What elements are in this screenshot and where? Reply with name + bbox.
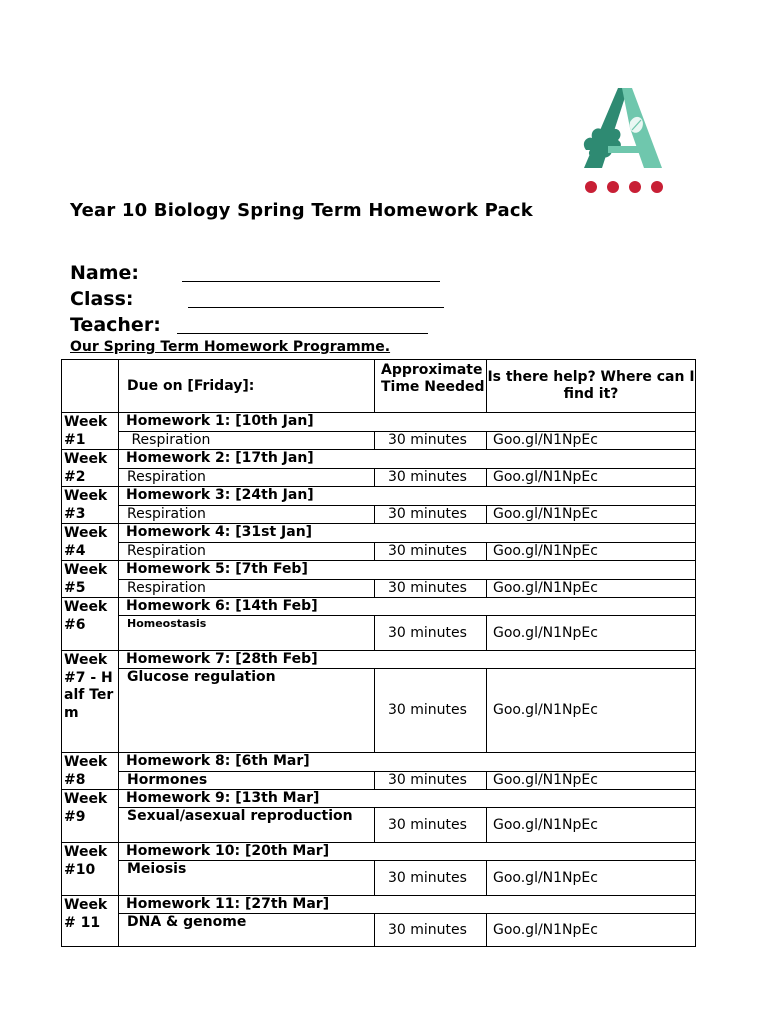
homework-title: Homework 11: [27th Mar] bbox=[119, 896, 696, 914]
homework-title: Homework 8: [6th Mar] bbox=[119, 753, 696, 772]
logo-dot bbox=[585, 181, 597, 193]
homework-title: Homework 3: [24th Jan] bbox=[119, 487, 696, 506]
school-logo bbox=[578, 84, 670, 200]
time-cell: 30 minutes bbox=[375, 914, 487, 947]
table-row bbox=[62, 542, 696, 561]
table-row bbox=[62, 468, 696, 487]
help-link[interactable]: Goo.gl/N1NpEc bbox=[487, 861, 696, 896]
approx-time-header: Approximate Time Needed bbox=[375, 360, 487, 413]
homework-title: Homework 10: [20th Mar] bbox=[119, 843, 696, 861]
table-row bbox=[62, 808, 696, 843]
homework-title: Homework 4: [31st Jan] bbox=[119, 524, 696, 543]
name-label: Name: bbox=[70, 262, 140, 284]
table-row bbox=[62, 431, 696, 450]
name-field bbox=[70, 261, 139, 285]
time-cell: 30 minutes bbox=[375, 468, 487, 487]
help-link[interactable]: Goo.gl/N1NpEc bbox=[487, 542, 696, 561]
table-header-row bbox=[62, 360, 696, 413]
homework-title: Homework 1: [10th Jan] bbox=[119, 413, 696, 432]
topic-cell: Respiration bbox=[119, 542, 375, 561]
table-row bbox=[62, 487, 696, 506]
time-cell: 30 minutes bbox=[375, 505, 487, 524]
class-label: Class: bbox=[70, 288, 134, 310]
table-row bbox=[62, 843, 696, 861]
table-row bbox=[62, 753, 696, 772]
logo-dot bbox=[651, 181, 663, 193]
teacher-line[interactable] bbox=[177, 333, 428, 334]
time-cell: 30 minutes bbox=[375, 616, 487, 651]
help-link[interactable]: Goo.gl/N1NpEc bbox=[487, 669, 696, 753]
help-link[interactable]: Goo.gl/N1NpEc bbox=[487, 808, 696, 843]
week-cell: Week #9 bbox=[62, 790, 119, 843]
homework-table bbox=[61, 359, 696, 947]
week-cell: Week # 11 bbox=[62, 896, 119, 947]
help-link[interactable]: Goo.gl/N1NpEc bbox=[487, 505, 696, 524]
help-link[interactable]: Goo.gl/N1NpEc bbox=[487, 914, 696, 947]
help-link[interactable]: Goo.gl/N1NpEc bbox=[487, 771, 696, 790]
table-row bbox=[62, 616, 696, 651]
topic-cell: DNA & genome bbox=[119, 914, 375, 947]
table-row bbox=[62, 524, 696, 543]
homework-title: Homework 6: [14th Feb] bbox=[119, 598, 696, 616]
homework-title: Homework 5: [7th Feb] bbox=[119, 561, 696, 580]
homework-title: Homework 7: [28th Feb] bbox=[119, 651, 696, 669]
topic-cell: Respiration bbox=[119, 468, 375, 487]
logo-dot bbox=[607, 181, 619, 193]
week-cell: Week #1 bbox=[62, 413, 119, 450]
topic-cell: Homeostasis bbox=[119, 616, 375, 651]
help-link[interactable]: Goo.gl/N1NpEc bbox=[487, 579, 696, 598]
help-header: Is there help? Where can I find it? bbox=[487, 360, 696, 413]
week-cell: Week #8 bbox=[62, 753, 119, 790]
table-row bbox=[62, 896, 696, 914]
table-row bbox=[62, 579, 696, 598]
table-row bbox=[62, 790, 696, 808]
topic-cell: Glucose regulation bbox=[119, 669, 375, 753]
topic-cell: Respiration bbox=[119, 579, 375, 598]
page-title: Year 10 Biology Spring Term Homework Pack bbox=[70, 200, 533, 221]
time-cell: 30 minutes bbox=[375, 771, 487, 790]
due-header: Due on [Friday]: bbox=[119, 360, 375, 413]
table-row bbox=[62, 450, 696, 469]
topic-cell: Meiosis bbox=[119, 861, 375, 896]
homework-title: Homework 2: [17th Jan] bbox=[119, 450, 696, 469]
week-header bbox=[62, 360, 119, 413]
logo-crossbar bbox=[608, 146, 652, 153]
teacher-field bbox=[70, 313, 161, 337]
table-row bbox=[62, 413, 696, 432]
table-row bbox=[62, 505, 696, 524]
topic-cell: Sexual/asexual reproduction bbox=[119, 808, 375, 843]
table-row bbox=[62, 861, 696, 896]
homework-title: Homework 9: [13th Mar] bbox=[119, 790, 696, 808]
table-row bbox=[62, 914, 696, 947]
topic-cell: Respiration bbox=[119, 505, 375, 524]
time-cell: 30 minutes bbox=[375, 542, 487, 561]
programme-heading: Our Spring Term Homework Programme. bbox=[70, 339, 391, 355]
week-cell: Week #10 bbox=[62, 843, 119, 896]
week-cell: Week #6 bbox=[62, 598, 119, 651]
time-cell: 30 minutes bbox=[375, 669, 487, 753]
logo-dot bbox=[629, 181, 641, 193]
table-row bbox=[62, 651, 696, 669]
time-cell: 30 minutes bbox=[375, 579, 487, 598]
help-link[interactable]: Goo.gl/N1NpEc bbox=[487, 431, 696, 450]
topic-cell: Respiration bbox=[119, 431, 375, 450]
week-cell: Week #5 bbox=[62, 561, 119, 598]
teacher-label: Teacher: bbox=[70, 314, 161, 336]
table-row bbox=[62, 771, 696, 790]
name-line[interactable] bbox=[182, 281, 440, 282]
table-row bbox=[62, 598, 696, 616]
topic-cell: Hormones bbox=[119, 771, 375, 790]
week-cell: Week #4 bbox=[62, 524, 119, 561]
help-link[interactable]: Goo.gl/N1NpEc bbox=[487, 468, 696, 487]
class-line[interactable] bbox=[188, 307, 444, 308]
table-row bbox=[62, 561, 696, 580]
week-cell: Week #7 - Half Term bbox=[62, 651, 119, 753]
time-cell: 30 minutes bbox=[375, 808, 487, 843]
table-row bbox=[62, 669, 696, 753]
week-cell: Week #3 bbox=[62, 487, 119, 524]
help-link[interactable]: Goo.gl/N1NpEc bbox=[487, 616, 696, 651]
time-cell: 30 minutes bbox=[375, 431, 487, 450]
time-cell: 30 minutes bbox=[375, 861, 487, 896]
week-cell: Week #2 bbox=[62, 450, 119, 487]
class-field bbox=[70, 287, 134, 311]
